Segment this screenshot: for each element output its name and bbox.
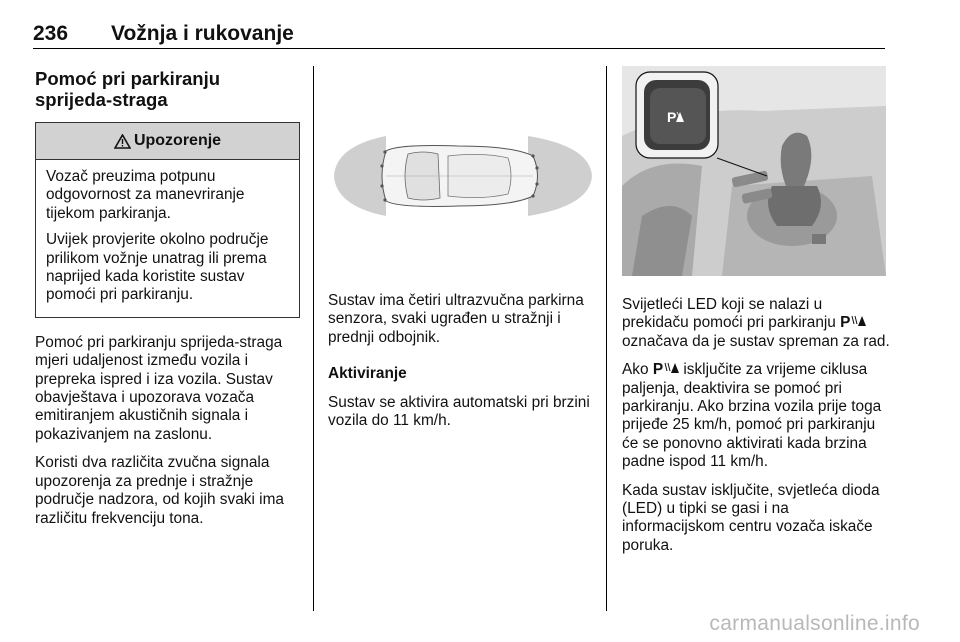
park-assist-p: P bbox=[652, 361, 664, 379]
body-paragraph bbox=[622, 361, 890, 471]
text-segment: označava da je sustav spreman za rad. bbox=[622, 332, 890, 350]
column-3 bbox=[622, 296, 890, 565]
body-paragraph: Koristi dva različita zvučna signala upozorenja za prednje i stražnje područje nadzora, od kojih svaki ima različitu frekvenciju tona. bbox=[35, 454, 284, 527]
parking-button-photo bbox=[622, 66, 886, 276]
park-assist-p: P bbox=[840, 314, 851, 332]
text-segment: isključite za vrijeme ciklusa paljenja, deaktivira se pomoć pri parkiranju. Ako brzina vozila prije toga prijeđe 25 km/h, pomoć pri parkiranju će se ponovno aktivirati kada brzina padne ispod 11 km/h. bbox=[622, 361, 882, 471]
car-top-view-illustration bbox=[328, 66, 596, 276]
warning-box bbox=[35, 122, 300, 318]
watermark: carmanualsonline.info bbox=[709, 612, 920, 635]
column-divider bbox=[313, 66, 314, 611]
text-segment: Ako bbox=[622, 361, 649, 379]
chapter-title: Vožnja i rukovanje bbox=[111, 22, 294, 45]
body-paragraph: Sustav ima četiri ultrazvučna parkirna senzora, svaki ugrađen u stražnji i prednji odbojnik. bbox=[328, 292, 584, 346]
park-assist-waves-icon bbox=[850, 314, 866, 327]
car-sensor-diagram bbox=[328, 66, 596, 276]
column-divider bbox=[606, 66, 607, 611]
warning-triangle-icon bbox=[114, 134, 131, 149]
page-number: 236 bbox=[33, 22, 69, 45]
park-assist-symbol bbox=[653, 361, 679, 378]
body-paragraph: Sustav se aktivira automatski pri brzini vozila do 11 km/h. bbox=[328, 393, 590, 430]
column-1 bbox=[35, 68, 300, 538]
text-segment: Svijetleći LED koji se nalazi u prekidaču pomoći pri parkiranju bbox=[622, 296, 836, 332]
park-assist-symbol bbox=[840, 314, 866, 331]
warning-label: Upozorenje bbox=[133, 131, 222, 149]
warning-paragraph: Uvijek provjerite okolno područje prilikom vožnje unatrag ili prema naprijed kada koristite sustav pomoći pri parkiranju. bbox=[46, 231, 269, 304]
body-paragraph: Pomoć pri parkiranju sprijeda-straga mjeri udaljenost između vozila i prepreka ispred i iza vozila. Sustav obavještava i upozorava vozača emitiranjem akustičnih signala i pokazivanjem na zaslonu. bbox=[35, 333, 283, 443]
body-paragraph bbox=[622, 296, 890, 351]
svg-text:P: P bbox=[667, 109, 677, 125]
interior-illustration bbox=[622, 66, 886, 276]
park-assist-waves-icon bbox=[663, 361, 679, 374]
warning-header bbox=[36, 123, 299, 160]
body-paragraph: Kada sustav isključite, svjetleća dioda (LED) u tipki se gasi i na informacijskom centru vozača iskače poruka. bbox=[622, 481, 880, 554]
column-2 bbox=[328, 292, 596, 440]
section-title: Pomoć pri parkiranju sprijeda-straga bbox=[35, 68, 221, 110]
warning-body bbox=[36, 160, 299, 317]
subheading-activation: Aktiviranje bbox=[328, 365, 407, 383]
warning-paragraph: Vozač preuzima potpunu odgovornost za manevriranje tijekom parkiranja. bbox=[46, 168, 245, 222]
page-header bbox=[33, 18, 885, 49]
